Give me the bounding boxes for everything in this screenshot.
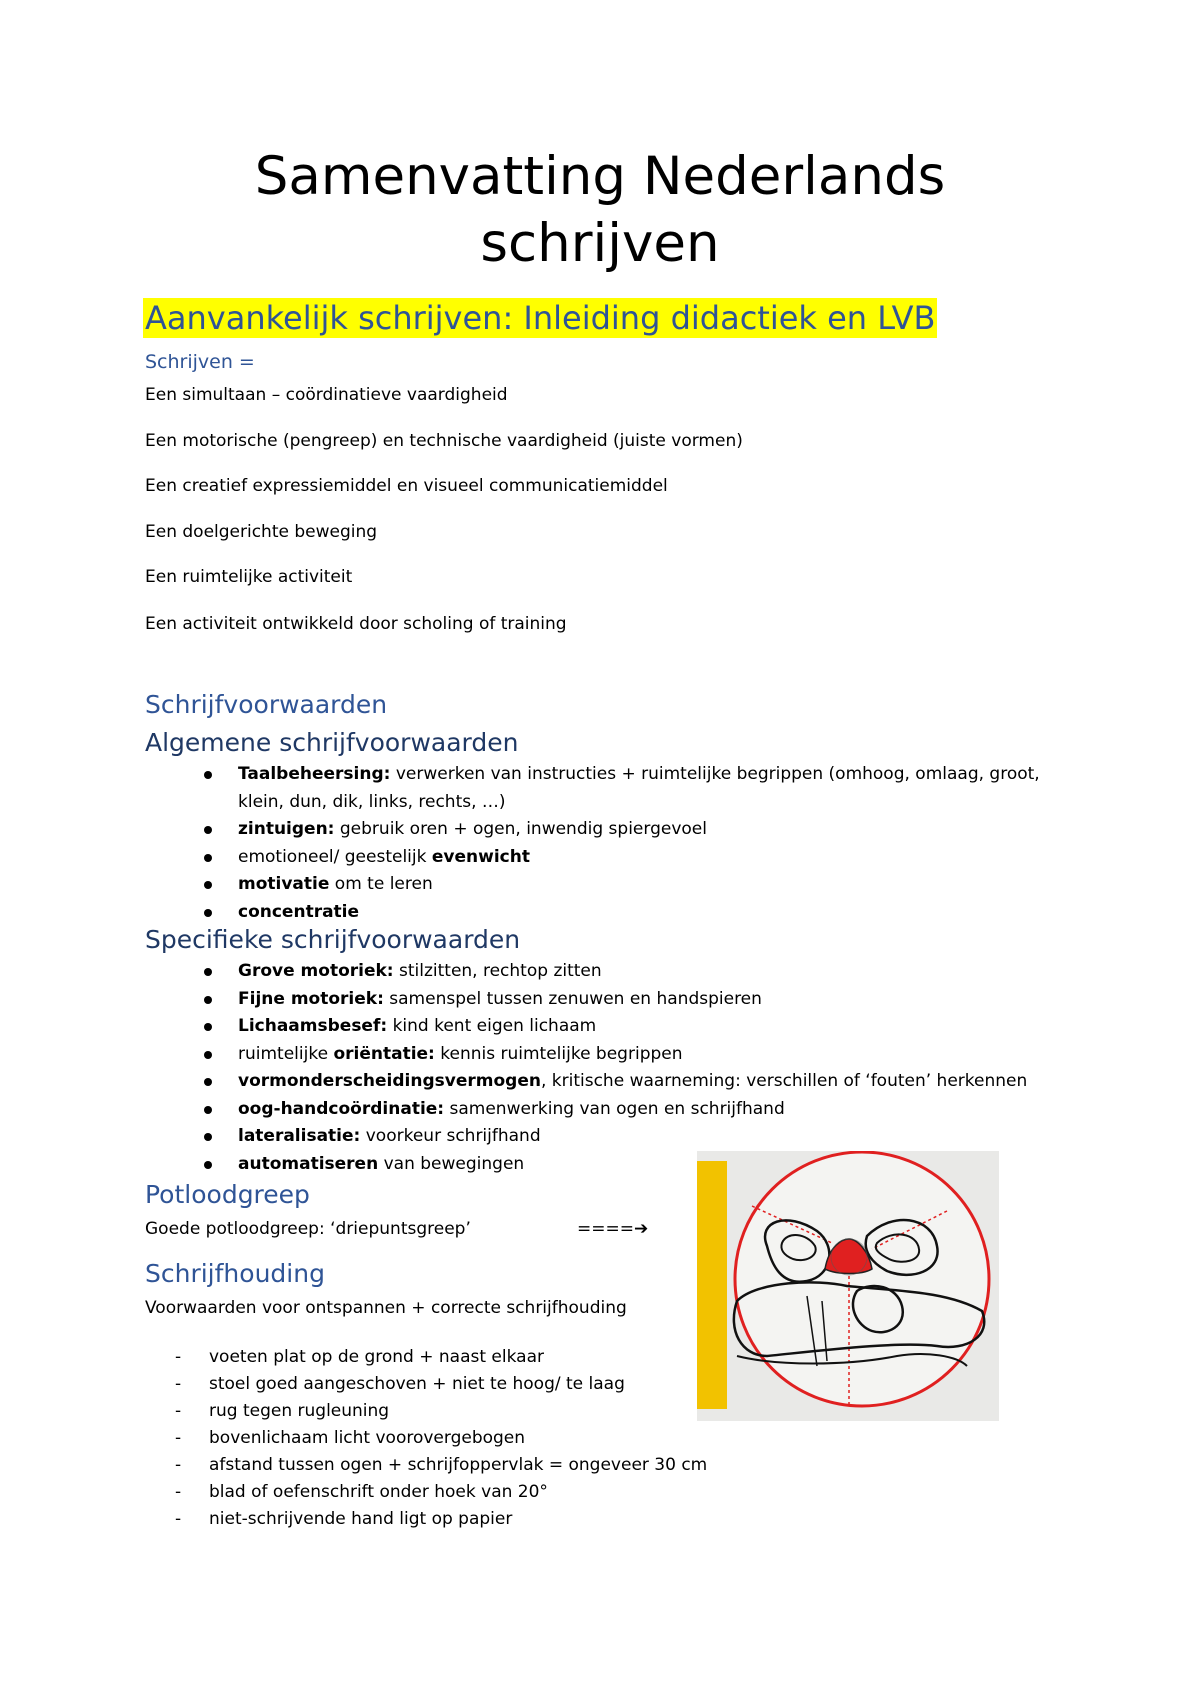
document-title bbox=[0, 143, 1200, 277]
schrijfhouding-list bbox=[0, 1344, 707, 1533]
potloodgreep-text: Goede potloodgreep: ‘driepuntsgreep’ ====➔ bbox=[145, 1219, 649, 1239]
bullet-icon bbox=[204, 1106, 212, 1114]
definition-item: Een motorische (pengreep) en technische vaardigheid (juiste vormen) bbox=[145, 431, 743, 451]
bullet-icon bbox=[204, 854, 212, 862]
list-item: - rug tegen rugleuning bbox=[0, 1398, 707, 1425]
bullet-icon bbox=[204, 968, 212, 976]
list-item: - niet-schrijvende hand ligt op papier bbox=[0, 1506, 707, 1533]
section-heading-aanvankelijk: Aanvankelijk schrijven: Inleiding didactiek en LVB bbox=[145, 299, 936, 337]
bullet-icon bbox=[204, 909, 212, 917]
definition-item: Een ruimtelijke activiteit bbox=[145, 567, 353, 587]
bullet-icon bbox=[204, 1078, 212, 1086]
bullet-icon bbox=[204, 826, 212, 834]
definition-item: Een activiteit ontwikkeld door scholing of training bbox=[145, 614, 567, 634]
dash-bullet: - bbox=[175, 1509, 182, 1529]
list-item: motivatie om te leren bbox=[0, 871, 1058, 899]
list-item: Taalbeheersing: verwerken van instructies + ruimtelijke begrippen (omhoog, omlaag, groot, klein, dun, dik, links, rechts, …) bbox=[0, 761, 1058, 816]
list-item: lateralisatie: voorkeur schrijfhand bbox=[0, 1123, 1058, 1151]
list-item: - bovenlichaam licht voorovergebogen bbox=[0, 1425, 707, 1452]
list-item: Fijne motoriek: samenspel tussen zenuwen en handspieren bbox=[0, 986, 1058, 1014]
subheading-algemene: Algemene schrijfvoorwaarden bbox=[145, 728, 519, 757]
section-heading-schrijfhouding: Schrijfhouding bbox=[145, 1259, 325, 1288]
bullet-icon bbox=[204, 881, 212, 889]
list-item: - blad of oefenschrift onder hoek van 20° bbox=[0, 1479, 707, 1506]
bullet-icon bbox=[204, 1161, 212, 1169]
bullet-icon bbox=[204, 1023, 212, 1031]
pencil-grip-photo bbox=[697, 1151, 999, 1421]
dash-bullet: - bbox=[175, 1401, 182, 1421]
list-item: concentratie bbox=[0, 899, 1058, 927]
definition-item: Een doelgerichte beweging bbox=[145, 522, 378, 542]
bullet-icon bbox=[204, 996, 212, 1004]
section-heading-potloodgreep: Potloodgreep bbox=[145, 1180, 310, 1209]
bullet-icon bbox=[204, 1133, 212, 1141]
schrijven-label: Schrijven = bbox=[145, 351, 255, 373]
list-item: - afstand tussen ogen + schrijfoppervlak = ongeveer 30 cm bbox=[0, 1452, 707, 1479]
dash-bullet: - bbox=[175, 1374, 182, 1394]
list-item: zintuigen: gebruik oren + ogen, inwendig spiergevoel bbox=[0, 816, 1058, 844]
tripod-grip-illustration bbox=[697, 1151, 999, 1421]
bullet-icon bbox=[204, 771, 212, 779]
title-line-1: Samenvatting Nederlands bbox=[254, 146, 946, 207]
list-item: - voeten plat op de grond + naast elkaar bbox=[0, 1344, 707, 1371]
bullet-icon bbox=[204, 1051, 212, 1059]
algemene-list bbox=[0, 761, 1058, 926]
title-line-2: schrijven bbox=[480, 213, 720, 274]
dash-bullet: - bbox=[175, 1482, 182, 1502]
list-item: - stoel goed aangeschoven + niet te hoog/ te laag bbox=[0, 1371, 707, 1398]
list-item: vormonderscheidingsvermogen, kritische waarneming: verschillen of ‘fouten’ herkennen bbox=[0, 1068, 1058, 1096]
definition-item: Een creatief expressiemiddel en visueel communicatiemiddel bbox=[145, 476, 668, 496]
definition-item: Een simultaan – coördinatieve vaardigheid bbox=[145, 385, 508, 405]
list-item: automatiseren van bewegingen bbox=[0, 1151, 1058, 1179]
arrow-right-icon: ====➔ bbox=[577, 1219, 649, 1239]
subheading-specifieke: Specifieke schrijfvoorwaarden bbox=[145, 925, 521, 954]
list-item: ruimtelijke oriëntatie: kennis ruimtelijke begrippen bbox=[0, 1041, 1058, 1069]
section-heading-schrijfvoorwaarden: Schrijfvoorwaarden bbox=[145, 690, 388, 719]
list-item: Lichaamsbesef: kind kent eigen lichaam bbox=[0, 1013, 1058, 1041]
specifieke-list bbox=[0, 958, 1058, 1178]
list-item: emotioneel/ geestelijk evenwicht bbox=[0, 844, 1058, 872]
dash-bullet: - bbox=[175, 1455, 182, 1475]
dash-bullet: - bbox=[175, 1347, 182, 1367]
schrijfhouding-intro: Voorwaarden voor ontspannen + correcte schrijfhouding bbox=[145, 1298, 627, 1318]
list-item: Grove motoriek: stilzitten, rechtop zitten bbox=[0, 958, 1058, 986]
dash-bullet: - bbox=[175, 1428, 182, 1448]
list-item: oog-handcoördinatie: samenwerking van ogen en schrijfhand bbox=[0, 1096, 1058, 1124]
